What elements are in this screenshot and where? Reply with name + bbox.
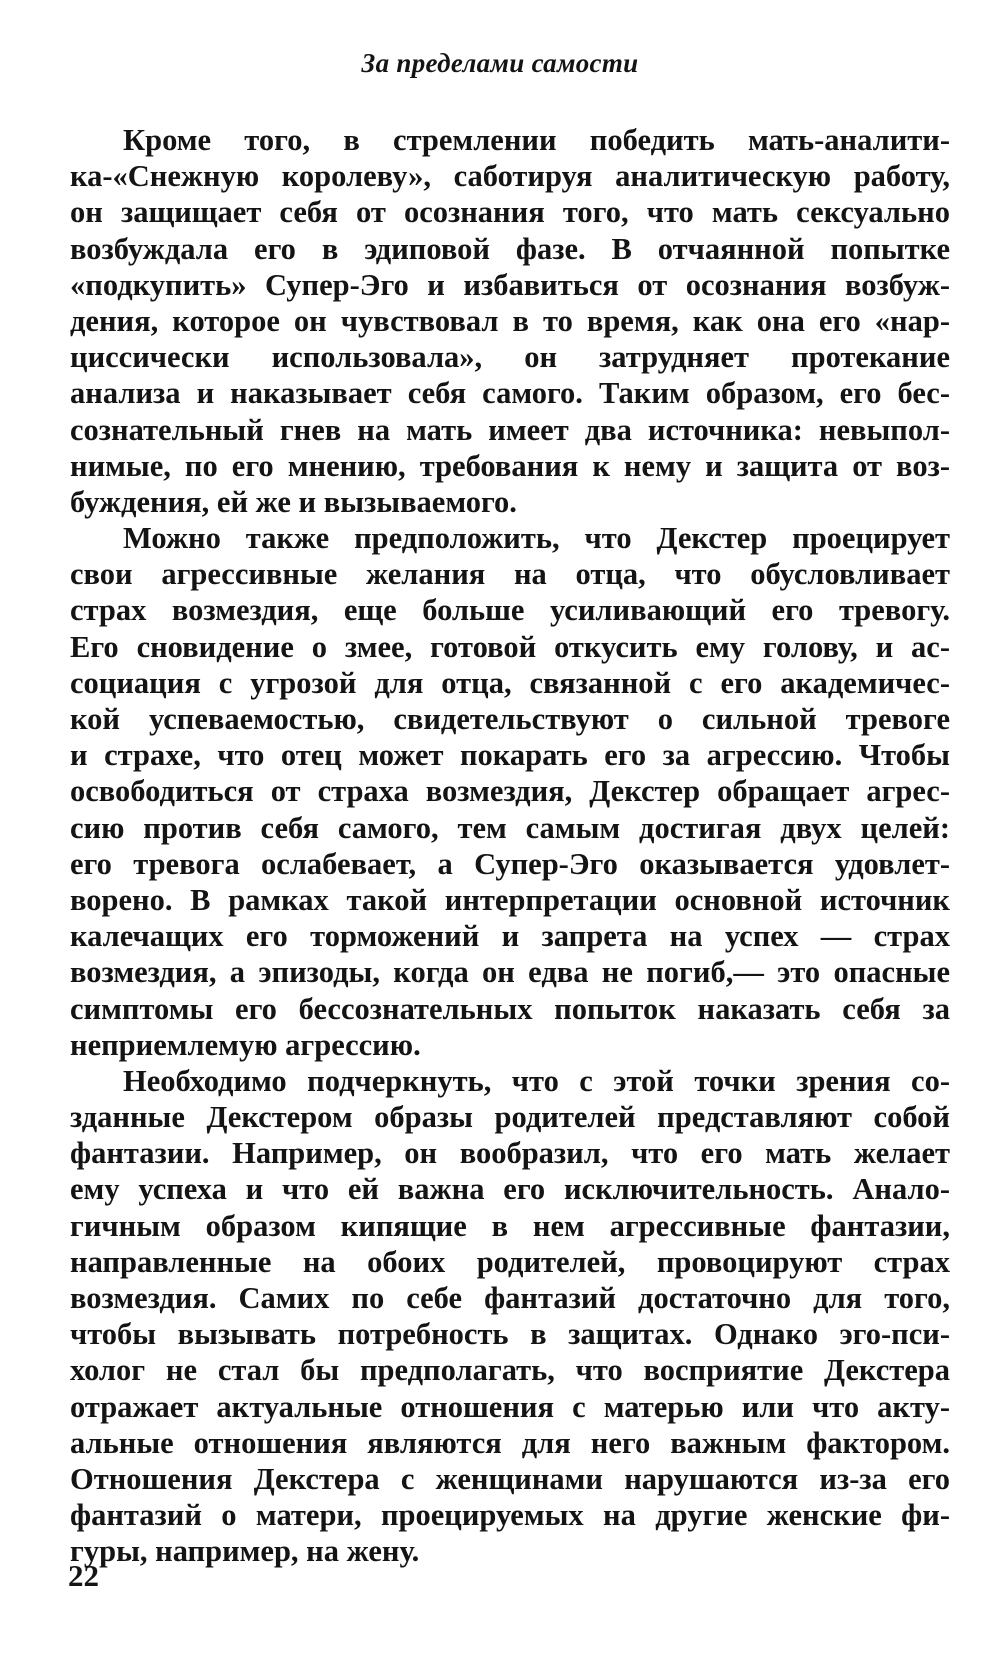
text-line: возбуждала его в эдиповой фазе. В отчаянной попытке — [70, 231, 950, 266]
text-line: Отношения Декстера с женщинами нарушаются из-за его — [70, 1461, 950, 1496]
text-line: фантазии. Например, он вообразил, что его мать желает — [70, 1136, 950, 1171]
text-line: его тревога ослабевает, а Супер-Эго оказывается удовлет- — [70, 846, 950, 881]
text-line: фантазий о матери, проецируемых на другие женские фи- — [70, 1498, 950, 1533]
text-line: кой успеваемостью, свидетельствуют о сильной тревоге — [70, 702, 950, 736]
page-number: 22 — [68, 1558, 99, 1593]
text-line: дения, которое он чувствовал в то время, как она его «нар- — [70, 303, 950, 338]
text-line: и страхе, что отец может покарать его за агрессию. Чтобы — [70, 738, 950, 773]
text-line: свои агрессивные желания на отца, что обусловливает — [70, 557, 950, 592]
text-line: ка-«Снежную королеву», саботируя аналитическую работу, — [70, 159, 950, 194]
text-line: буждения, ей же и вызываемого. — [70, 484, 517, 519]
text-line: социация с угрозой для отца, связанной с его академичес- — [70, 665, 950, 700]
text-line: возмездия, а эпизоды, когда он едва не погиб,— это опасные — [70, 955, 950, 990]
text-line: нимые, по его мнению, требования к нему и защита от воз- — [70, 448, 950, 483]
text-line: гичным образом кипящие в нем агрессивные фантазии, — [70, 1208, 950, 1243]
text-line: Его сновидение о змее, готовой откусить ему голову, и ас- — [70, 629, 950, 664]
body-text — [70, 122, 950, 1570]
running-head: За пределами самости — [361, 48, 639, 78]
text-line: страх возмездия, еще больше усиливающий его тревогу. — [70, 593, 950, 628]
text-line: анализа и наказывает себя самого. Таким образом, его бес- — [70, 376, 950, 411]
text-line: отражает актуальные отношения с матерью или что акту- — [70, 1389, 950, 1424]
text-line: альные отношения являются для него важным фактором. — [70, 1425, 950, 1460]
text-line: калечащих его торможений и запрета на успех — страх — [70, 919, 950, 954]
text-line: Необходимо подчеркнуть, что с этой точки зрения со- — [123, 1063, 950, 1098]
text-line: чтобы вызывать потребность в защитах. Однако эго-пси- — [70, 1317, 950, 1352]
text-line: неприемлемую агрессию. — [70, 1027, 421, 1062]
text-line: гуры, например, на жену. — [70, 1534, 420, 1569]
text-line: ворено. В рамках такой интерпретации основной источник — [70, 882, 950, 917]
text-line: он защищает себя от осознания того, что мать сексуально — [70, 195, 950, 230]
text-line: освободиться от страха возмездия, Декстер обращает агрес- — [70, 774, 950, 809]
text-line: Кроме того, в стремлении победить мать-аналити- — [123, 123, 950, 157]
text-line: зданные Декстером образы родителей представляют собой — [70, 1100, 950, 1135]
text-line: Можно также предположить, что Декстер проецирует — [123, 521, 950, 556]
text-line: симптомы его бессознательных попыток наказать себя за — [70, 991, 950, 1026]
text-line: холог не стал бы предполагать, что восприятие Декстера — [70, 1353, 950, 1388]
text-line: сию против себя самого, тем самым достигая двух целей: — [70, 810, 950, 845]
text-line: «подкупить» Супер-Эго и избавиться от осознания возбуж- — [70, 267, 950, 302]
text-line: направленные на обоих родителей, провоцируют страх — [70, 1244, 950, 1279]
text-line: сознательный гнев на мать имеет два источника: невыпол- — [70, 412, 950, 447]
text-line: циссически использовала», он затрудняет протекание — [70, 340, 950, 375]
text-line: возмездия. Самих по себе фантазий достаточно для того, — [70, 1281, 950, 1315]
text-line: ему успеха и что ей важна его исключительность. Анало- — [70, 1172, 950, 1207]
